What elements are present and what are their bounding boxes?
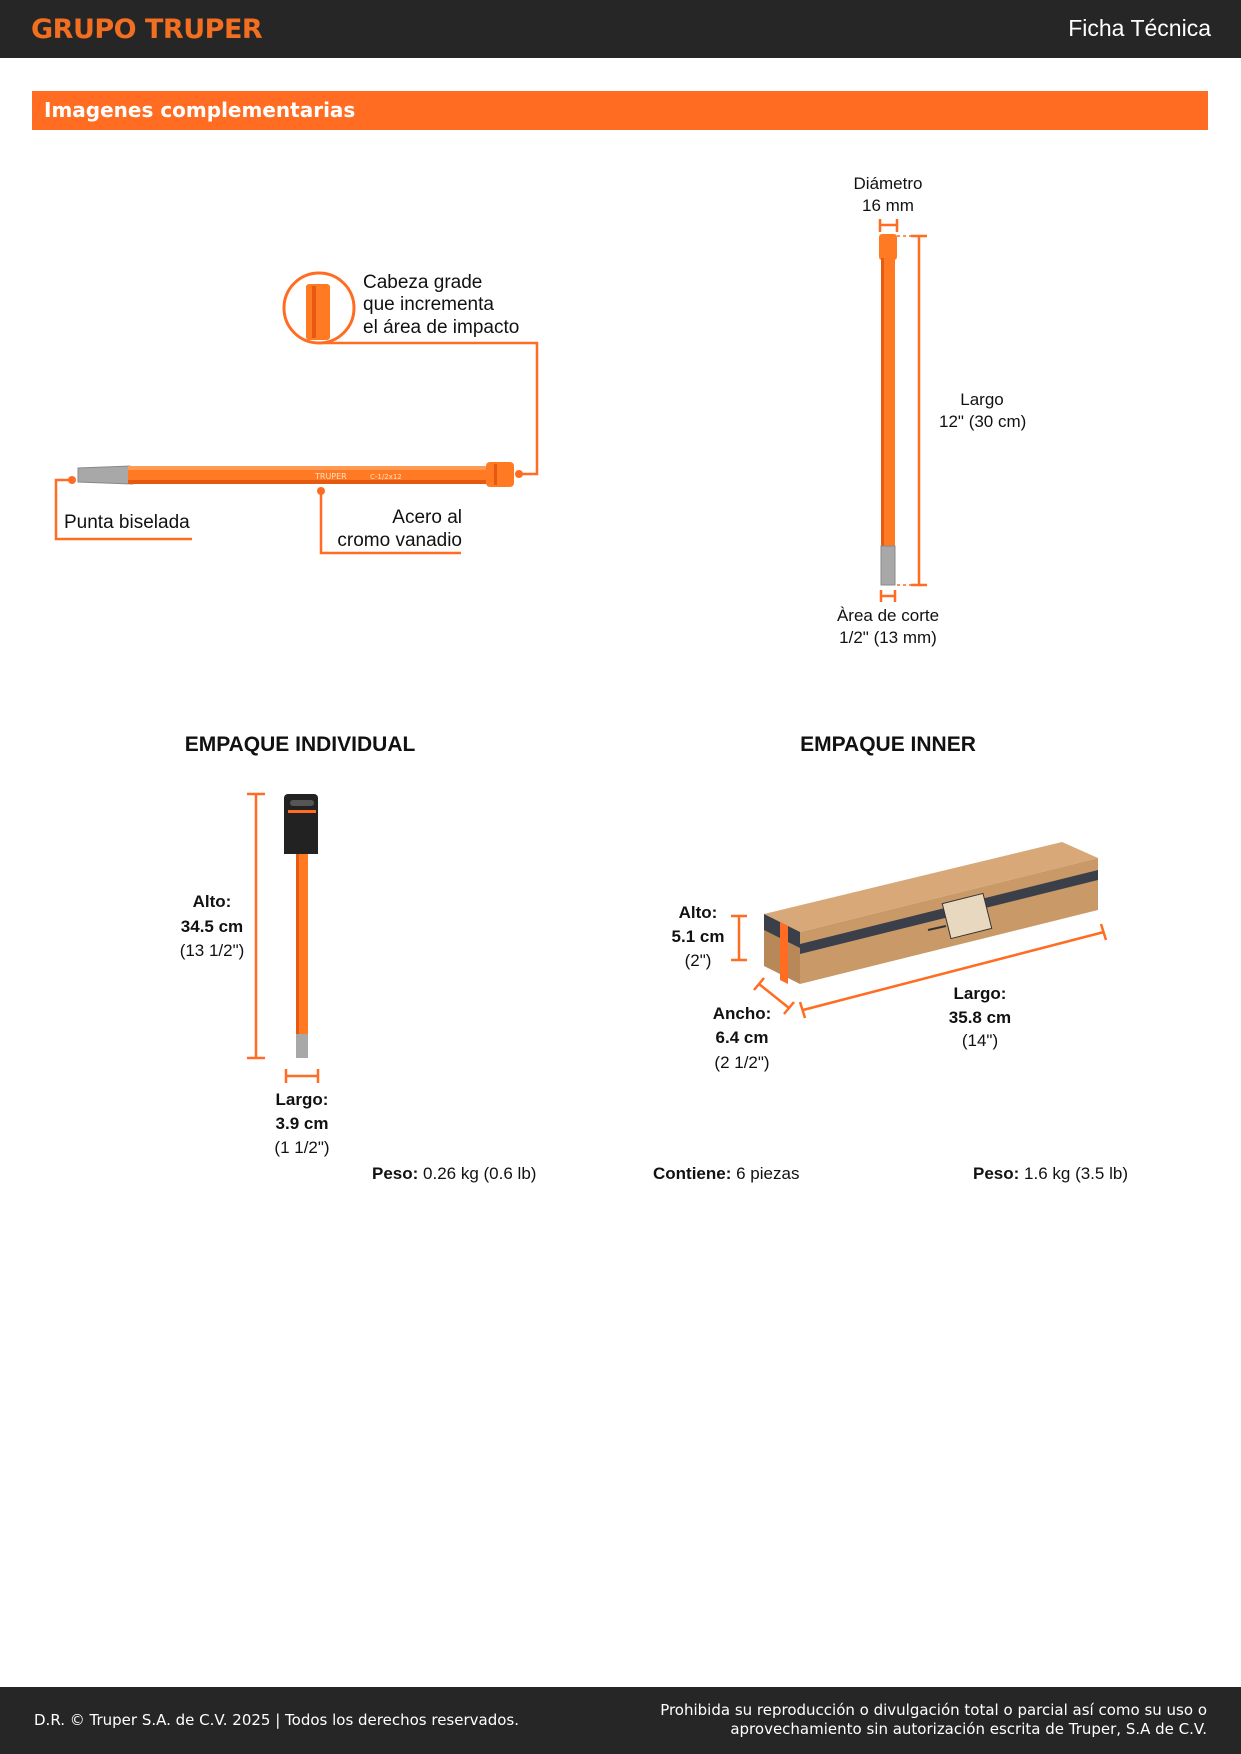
cut-area-value: [818, 627, 958, 649]
head-callout-line3: el área de impacto: [363, 317, 520, 338]
inner-alto-cm: 5.1 cm: [671, 927, 725, 946]
chisel-brand-print: TRUPER: [315, 472, 347, 481]
inner-largo-in: (14"): [961, 1031, 999, 1050]
individual-largo-cm: 3.9 cm: [275, 1114, 329, 1133]
inner-ancho-in: (2 1/2"): [714, 1053, 770, 1072]
individual-largo-label: Largo:: [275, 1090, 329, 1109]
inner-weight-value: 1.6 kg (3.5 lb): [1024, 1164, 1128, 1183]
document-type: Ficha Técnica: [1068, 15, 1211, 41]
individual-alto-in: (13 1/2"): [179, 941, 245, 960]
individual-alto-cm: 34.5 cm: [180, 917, 244, 936]
inner-largo-label: Largo:: [953, 984, 1007, 1003]
diameter-value: 16 mm: [862, 196, 914, 215]
cut-area-inches: 1/2": [839, 628, 869, 647]
head-callout-line2: que incrementa: [363, 294, 494, 315]
length-label: Largo: [960, 390, 1004, 409]
individual-weight-value: 0.26 kg (0.6 lb): [423, 1164, 537, 1183]
inner-ancho-label: Ancho:: [712, 1004, 772, 1023]
cut-area-mm: (13 mm): [873, 628, 937, 647]
inner-contents-value: 6 piezas: [736, 1164, 800, 1183]
inner-weight: [973, 1163, 1128, 1185]
inner-box-illustration: [764, 842, 1098, 984]
inner-ancho-cm: 6.4 cm: [715, 1028, 769, 1047]
inner-alto-label: Alto:: [678, 903, 718, 922]
steel-callout-line2: cromo vanadio: [337, 530, 462, 551]
brand-logo: GRUPO TRUPER: [31, 14, 263, 45]
chisel-model-print: C-1/2x12: [370, 473, 402, 481]
individual-package-illustration: [284, 794, 318, 1058]
diameter-label: Diámetro: [853, 174, 923, 193]
footer-copyright: D.R. © Truper S.A. de C.V. 2025 | Todos los derechos reservados.: [34, 1711, 519, 1729]
footer-legal-line2: aprovechamiento sin autorización escrita de Truper, S.A de C.V.: [730, 1720, 1207, 1738]
footer-legal-line1: Prohibida su reproducción o divulgación total o parcial así como su uso o: [660, 1701, 1207, 1719]
individual-alto-label: Alto:: [192, 892, 232, 911]
inner-weight-label: Peso:: [973, 1164, 1020, 1183]
inner-contents-label: Contiene:: [653, 1164, 732, 1183]
inner-alto-in: (2"): [684, 951, 712, 970]
cut-area-label: Àrea de corte: [836, 606, 940, 625]
vertical-chisel-illustration: [879, 234, 897, 585]
length-cm: (30 cm): [968, 412, 1027, 431]
tip-callout-label: Punta biselada: [64, 512, 190, 533]
horizontal-chisel-illustration: [78, 462, 514, 487]
steel-callout-line1: Acero al: [392, 507, 462, 528]
individual-pack-title: EMPAQUE INDIVIDUAL: [184, 733, 416, 756]
inner-contents: [653, 1163, 799, 1185]
individual-weight: [372, 1163, 536, 1185]
inner-largo-cm: 35.8 cm: [948, 1008, 1012, 1027]
head-callout-line1: Cabeza grade: [363, 272, 483, 293]
inner-pack-title: EMPAQUE INNER: [800, 733, 976, 756]
individual-largo-in: (1 1/2"): [274, 1138, 330, 1157]
footer-legal: [660, 1701, 1207, 1739]
section-title: Imagenes complementarias: [44, 98, 356, 122]
individual-weight-label: Peso:: [372, 1164, 419, 1183]
length-inches: 12": [939, 412, 964, 431]
length-value: [939, 411, 1026, 433]
